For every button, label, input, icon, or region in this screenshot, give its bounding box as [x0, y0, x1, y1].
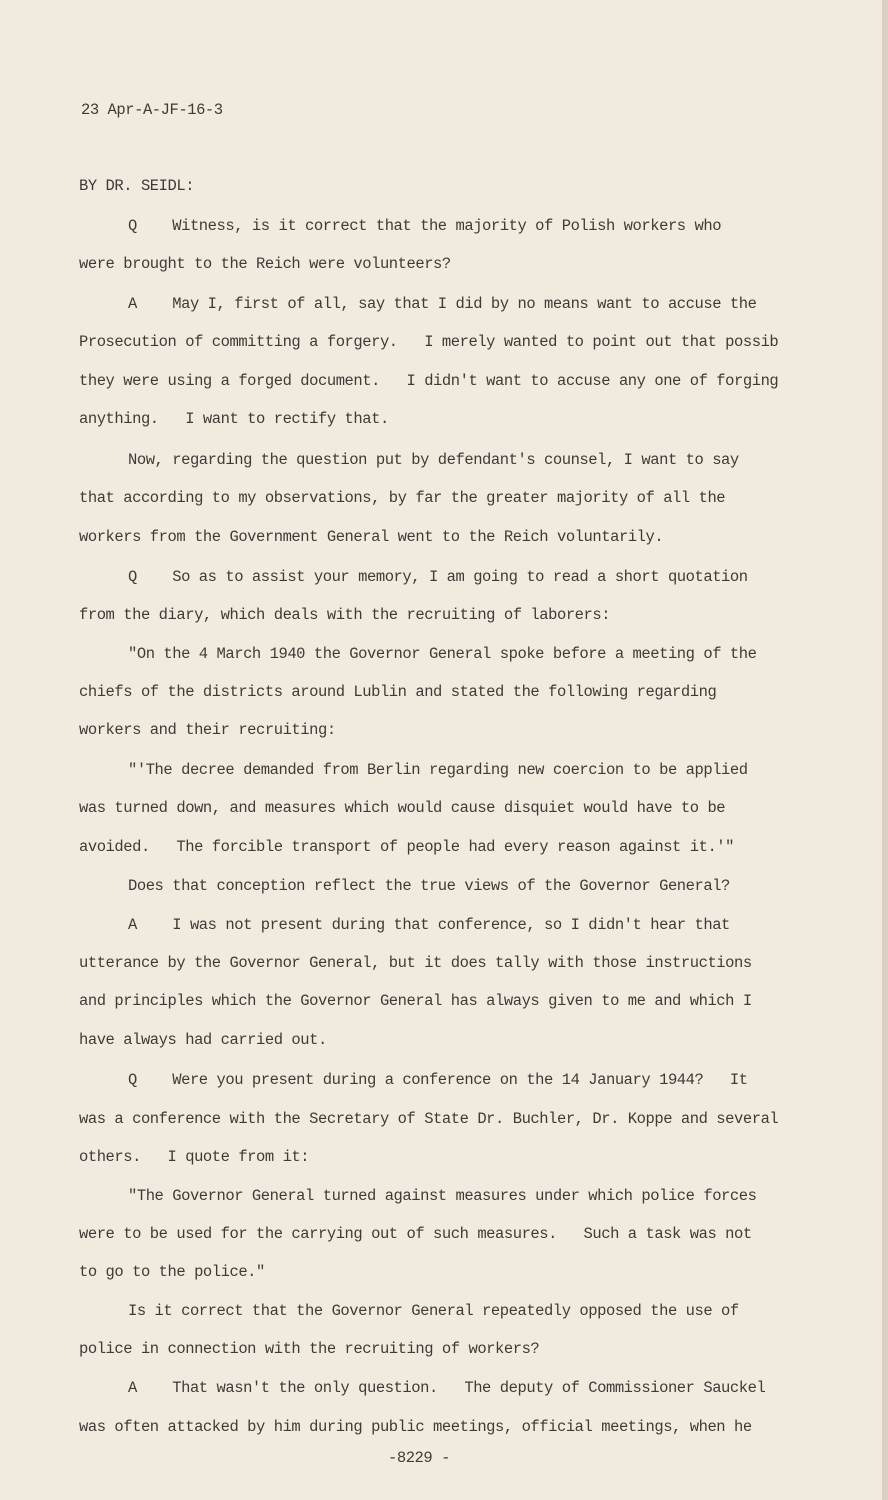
text-line: was often attacked by him during public meetings, official meetings, when he: [79, 1418, 752, 1436]
text-line: was a conference with the Secretary of State Dr. Buchler, Dr. Koppe and several: [79, 1110, 779, 1128]
text-line: were brought to the Reich were volunteers?: [79, 255, 451, 273]
text-line: "The Governor General turned against measures under which police forces: [128, 1187, 757, 1205]
text-line: that according to my observations, by far the greater majority of all the: [79, 489, 726, 507]
text-line: have always had carried out.: [79, 1031, 327, 1049]
page-edge: [882, 0, 888, 1500]
text-line: utterance by the Governor General, but it does tally with those instructions: [79, 954, 752, 972]
text-line: workers from the Government General went to the Reich voluntarily.: [79, 528, 664, 546]
page-number: -8229 -: [388, 1449, 450, 1467]
text-line: from the diary, which deals with the recruiting of laborers:: [79, 606, 611, 624]
text-line: workers and their recruiting:: [79, 721, 336, 739]
text-line: Q Were you present during a conference on the 14 January 1944? It: [128, 1071, 748, 1089]
text-line: to go to the police.": [79, 1263, 265, 1281]
text-line: Q So as to assist your memory, I am going to read a short quotation: [128, 568, 748, 586]
text-line: were to be used for the carrying out of such measures. Such a task was not: [79, 1225, 752, 1243]
text-line: Now, regarding the question put by defendant's counsel, I want to say: [128, 451, 739, 469]
text-line: and principles which the Governor General has always given to me and which I: [79, 992, 752, 1010]
text-line: A I was not present during that conference, so I didn't hear that: [128, 916, 730, 934]
text-line: Prosecution of committing a forgery. I merely wanted to point out that possib: [79, 333, 779, 351]
text-line: Does that conception reflect the true views of the Governor General?: [128, 877, 730, 895]
text-line: "'The decree demanded from Berlin regarding new coercion to be applied: [128, 761, 748, 779]
text-line: chiefs of the districts around Lublin and stated the following regarding: [79, 683, 717, 701]
text-line: anything. I want to rectify that.: [79, 410, 389, 428]
document-reference: 23 Apr-A-JF-16-3: [81, 101, 223, 119]
text-line: they were using a forged document. I didn't want to accuse any one of forging: [79, 372, 779, 390]
text-line: A That wasn't the only question. The deputy of Commissioner Sauckel: [128, 1379, 766, 1397]
text-line: avoided. The forcible transport of people had every reason against it.'": [79, 838, 735, 856]
text-line: Is it correct that the Governor General repeatedly opposed the use of: [128, 1302, 739, 1320]
text-line: others. I quote from it:: [79, 1148, 310, 1166]
text-line: "On the 4 March 1940 the Governor General spoke before a meeting of the: [128, 645, 757, 663]
text-line: BY DR. SEIDL:: [79, 177, 195, 195]
text-line: was turned down, and measures which would cause disquiet would have to be: [79, 799, 726, 817]
text-line: Q Witness, is it correct that the majority of Polish workers who: [128, 217, 722, 235]
text-line: A May I, first of all, say that I did by no means want to accuse the: [128, 295, 757, 313]
text-line: police in connection with the recruiting of workers?: [79, 1340, 540, 1358]
